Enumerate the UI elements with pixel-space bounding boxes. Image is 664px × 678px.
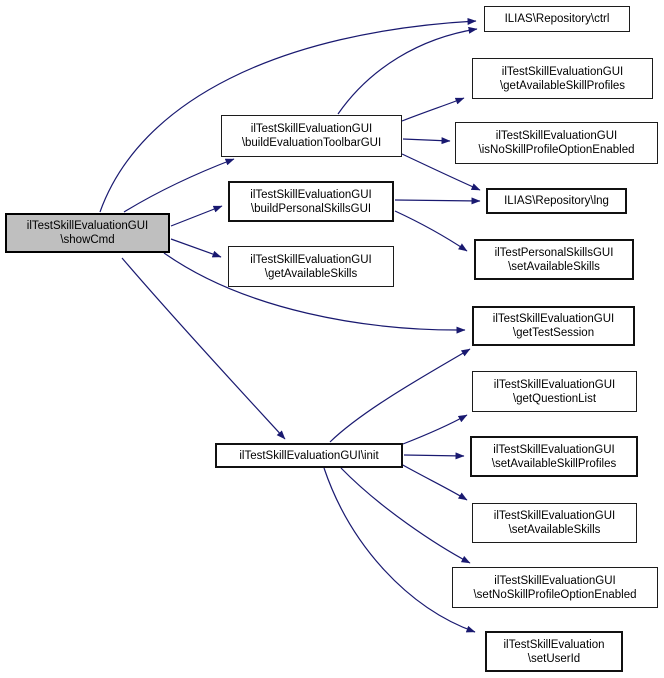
node-label: \setAvailableSkills (508, 524, 601, 536)
node-label: ilTestPersonalSkillsGUI (494, 246, 614, 259)
edge-showcmd-buildpersonalskillsgui (171, 206, 222, 226)
node-is-no-skill-profile-option-enabled[interactable] (455, 122, 658, 164)
node-label: \getTestSession (512, 327, 595, 339)
node-label: ilTestSkillEvaluationGUI (493, 510, 616, 522)
edge-buildevaluationtoolbargui-getavailableskillprofiles (402, 98, 464, 121)
node-label: ilTestSkillEvaluationGUI (250, 188, 372, 201)
node-get-question-list[interactable] (472, 371, 637, 412)
node-label: ilTestSkillEvaluationGUI (501, 65, 624, 78)
node-label: ilTestSkillEvaluationGUI (494, 574, 616, 587)
edge-init-setnoskillprofileoptionenabled (341, 468, 470, 563)
node-label: \getAvailableSkillProfiles (499, 79, 626, 92)
node-label: \setAvailableSkills (508, 260, 600, 273)
node-get-available-skills[interactable] (228, 246, 394, 287)
edge-buildpersonalskillsgui-lng (395, 200, 480, 201)
node-personal-set-available-skills[interactable] (474, 239, 634, 280)
node-label: ilTestSkillEvaluationGUI\init (239, 449, 379, 462)
node-label: \showCmd (60, 234, 115, 246)
node-label: ilTestSkillEvaluationGUI (250, 253, 372, 266)
node-set-available-skills[interactable] (472, 503, 637, 543)
node-label: ilTestSkillEvaluationGUI (493, 378, 616, 391)
edge-buildpersonalskillsgui-personalsetavailableskills (395, 211, 467, 251)
node-label: \isNoSkillProfileOptionEnabled (478, 144, 635, 156)
node-label: ILIAS\Repository\lng (504, 195, 609, 207)
edge-init-setavailableskills (401, 464, 467, 500)
node-label: \setUserId (527, 652, 581, 665)
node-label: ilTestSkillEvaluationGUI (493, 443, 615, 456)
node-init[interactable] (215, 443, 403, 468)
edge-init-getquestionlist (403, 415, 467, 444)
node-build-evaluation-toolbar-gui[interactable] (221, 115, 402, 157)
node-label: \buildPersonalSkillsGUI (250, 202, 372, 215)
node-set-user-id[interactable] (485, 631, 623, 672)
node-label: \setNoSkillProfileOptionEnabled (473, 588, 637, 601)
node-label: ilTestSkillEvaluationGUI (250, 123, 373, 135)
node-label: \buildEvaluationToolbarGUI (241, 137, 382, 149)
edge-showcmd-getavailableskills (171, 239, 221, 257)
node-showcmd[interactable] (5, 213, 170, 253)
node-label: \setAvailableSkillProfiles (491, 457, 617, 470)
node-label: ilTestSkillEvaluationGUI (492, 313, 615, 325)
node-build-personal-skills-gui[interactable] (228, 181, 394, 222)
edge-showcmd-buildevaluationtoolbargui (124, 159, 234, 212)
node-set-available-skill-profiles[interactable] (470, 436, 638, 477)
node-label: ilTestSkillEvaluation (503, 638, 605, 651)
node-label: ilTestSkillEvaluationGUI (26, 220, 149, 232)
edge-buildevaluationtoolbargui-isnoskillprofileoptionenabled (403, 139, 450, 141)
node-ilias-repository-lng[interactable] (486, 188, 627, 214)
node-label: \getQuestionList (512, 392, 597, 405)
node-label: ilTestSkillEvaluationGUI (495, 130, 618, 142)
node-label: \getAvailableSkills (264, 267, 358, 280)
node-ilias-repository-ctrl[interactable] (484, 6, 630, 32)
edge-init-setavailableskillprofiles (404, 455, 464, 456)
node-get-available-skill-profiles[interactable] (472, 58, 653, 99)
node-get-test-session[interactable] (472, 306, 635, 346)
node-set-no-skill-profile-option-enabled[interactable] (452, 567, 658, 608)
edge-init-gettestsession (330, 349, 470, 442)
node-label: ILIAS\Repository\ctrl (504, 13, 610, 25)
